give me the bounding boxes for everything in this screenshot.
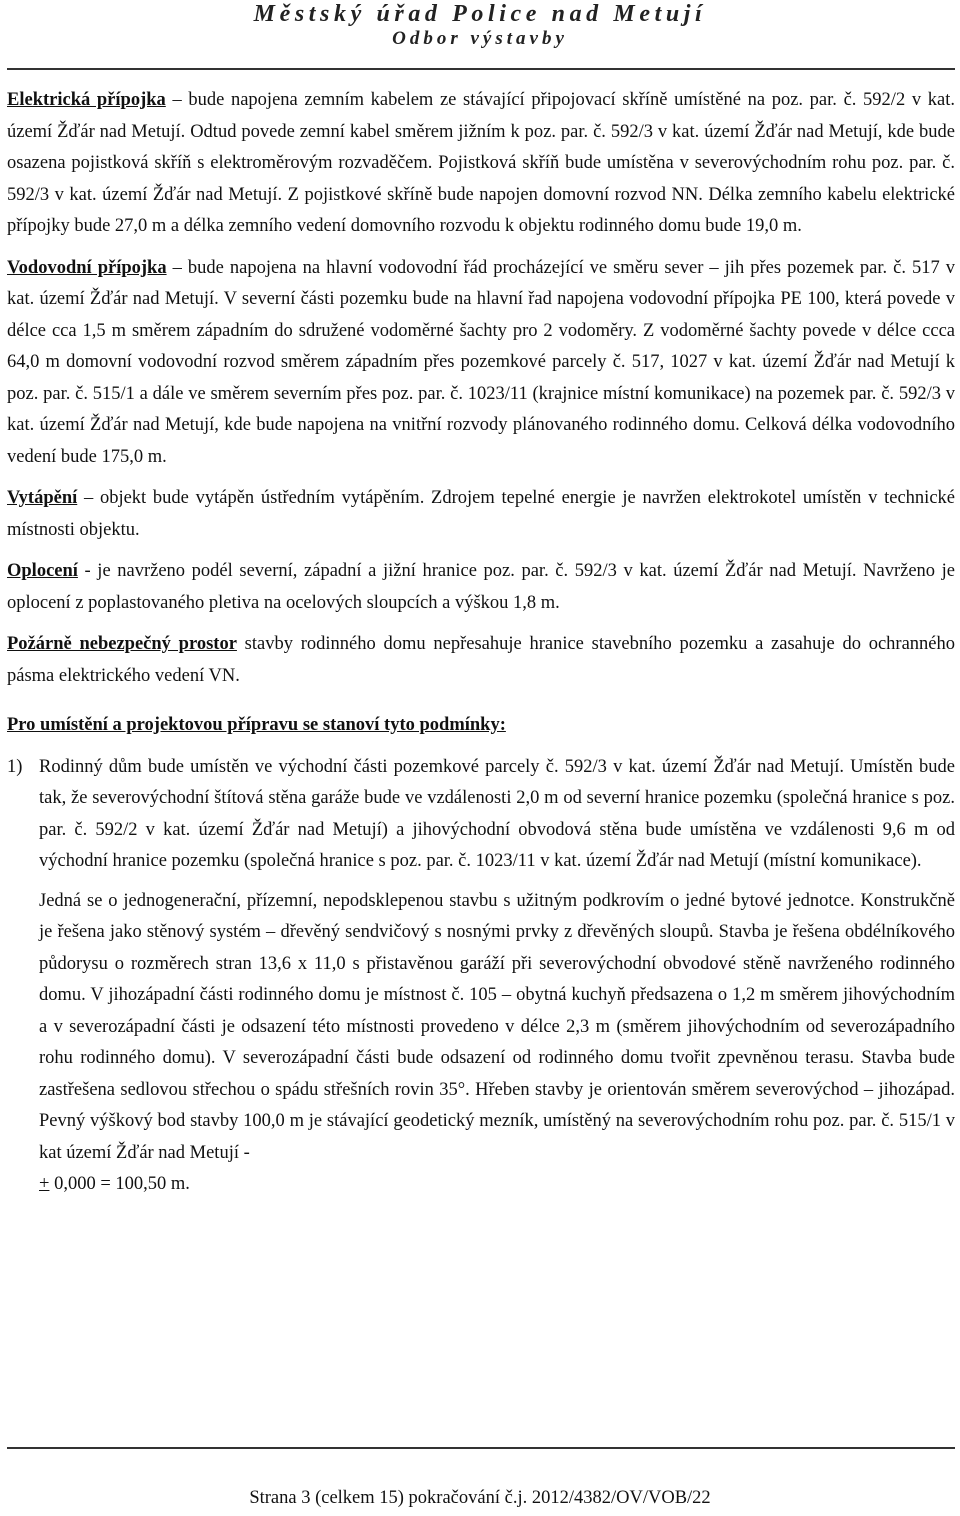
paragraph-text: – bude napojena na hlavní vodovodní řád procházející ve směru sever – jih přes pozemek par. č. 517 v kat. území Žďár nad Metují. V severní části pozemku bude na hlavní řad napojena vodovodní přípojka PE 100, která povede v délce cca 1,5 m směrem západním do sdružené vodoměrné šachty pro 2 vodoměry. Z vodoměrné šachty povede v délce ccca 64,0 m domovní vodovodní rozvod směrem západním přes pozemkové parcely č. 517, 1027 v kat. území Žďár nad Metují k poz. par. č. 515/1 a dále ve směrem severním přes poz. par. č. 1023/11 (krajnice místní komunikace) na pozemek par. č. 592/3 v kat. území Žďár nad Metují, kde bude napojena na vnitřní rozvody plánovaného rodinného domu. Celková délka vodovodního vedení bude 175,0 m. [7,257,955,467]
condition-text: Rodinný dům bude umístěn ve východní části pozemkové parcely č. 592/3 v kat. území Žďár nad Metují. Umístěn bude tak, že severovýchodní štítová stěna garáže bude ve vzdálenosti 2,0 m od severní hranice pozemku (společná hranice s poz. par. č. 592/2 v kat. území Žďár nad Metují) a jihovýchodní obvodová stěna bude umístěna ve vzdálenosti 9,6 m od východní hranice pozemku (společná hranice s poz. par. č. 1023/11 v kat. území Žďár nad Metují (místní komunikace). [39,756,955,871]
paragraph-label: Požárně nebezpečný prostor [7,634,237,654]
document-body [7,85,955,1201]
paragraph-label: Elektrická přípojka [7,90,166,110]
paragraph-electric-connection [7,85,955,243]
footer-divider [7,1447,955,1449]
paragraph-label: Vodovodní přípojka [7,257,167,278]
paragraph-fire-hazard [7,629,955,692]
condition-detail [39,886,955,1201]
paragraph-label: Oplocení [7,561,78,581]
paragraph-fencing [7,556,955,619]
condition-item [7,752,955,878]
condition-detail-tail: 0,000 = 100,50 m. [49,1174,190,1194]
paragraph-heating [7,483,955,546]
page-footer: Strana 3 (celkem 15) pokračování č.j. 2012/4382/OV/VOB/22 [249,1488,711,1508]
paragraph-text: – bude napojena zemním kabelem ze stávající připojovací skříně umístěné na poz. par. č. 592/2 v kat. území Žďár nad Metují. Odtud povede zemní kabel směrem jižním k poz. par. č. 592/3 v kat. území Žďár nad Metují, kde bude osazena pojistková skříň s elektroměrovým rozvaděčem. Pojistková skříň bude umístěna v severovýchodním rohu poz. par. č. 592/3 v kat. území Žďár nad Metují. Z pojistkové skříně bude napojen domovní rozvod NN. Délka zemního kabelu elektrické přípojky bude 27,0 m a délka zemního vedení domovního rozvodu k objektu rodinného domu bude 19,0 m. [7,90,955,236]
department-subtitle: Odbor výstavby [392,28,568,49]
paragraph-text: - je navrženo podél severní, západní a jižní hranice poz. par. č. 592/3 v kat. území Žďár nad Metují. Navrženo je oplocení z poplastovaného pletiva na ocelových sloupcích a výškou 1,8 m. [7,561,955,613]
conditions-heading: Pro umístění a projektovou přípravu se stanoví tyto podmínky: [7,715,506,735]
paragraph-text: – objekt bude vytápěn ústředním vytápěním. Zdrojem tepelné energie je navržen elektrokotel umístěn v technické místnosti objektu. [7,488,955,540]
paragraph-label: Vytápění [7,488,78,508]
paragraph-text: stavby rodinného domu nepřesahuje hranice stavebního pozemku a zasahuje do ochranného pásma elektrického vedení VN. [7,634,956,686]
header-divider [7,68,955,70]
plus-minus-sign: + [39,1174,50,1194]
paragraph-water-connection [7,253,955,474]
page-header [0,0,960,50]
condition-number: 1) [7,756,23,777]
office-title: Městský úřad Police nad Metují [253,1,707,27]
condition-detail-text: Jedná se o jednogenerační, přízemní, nepodsklepenou stavbu s užitným podkrovím o jedné bytové jednotce. Konstrukčně je řešena jako stěnový systém – dřevěný sendvičový s nosnými prvky z dřevěných sloupů. Stavba je řešena obdélníkového půdorysu o rozměrech stran 13,6 x 11,0 s přistavěnou garáží při severovýchodní obvodové stěně navrženého rodinného domu. V jihozápadní části rodinného domu je místnost č. 105 – obytná kuchyň předsazena o 1,2 m směrem jihovýchodním a v severozápadní části je odsazení této místnosti provedeno v délce 2,3 m (směrem jihovýchodním od severozápadního rohu rodinného domu). V severozápadní části bude odsazení od rodinného domu tvořit zpevněnou terasu. Stavba bude zastřešena sedlovou střechou o spádu střešních rovin 35°. Hřeben stavby je orientován směrem severovýchod – jihozápad. Pevný výškový bod stavby 100,0 m je stávající geodetický mezník, umístěný na severovýchodním rohu poz. par. č. 515/1 v kat území Žďár nad Metují - [39,890,955,1163]
